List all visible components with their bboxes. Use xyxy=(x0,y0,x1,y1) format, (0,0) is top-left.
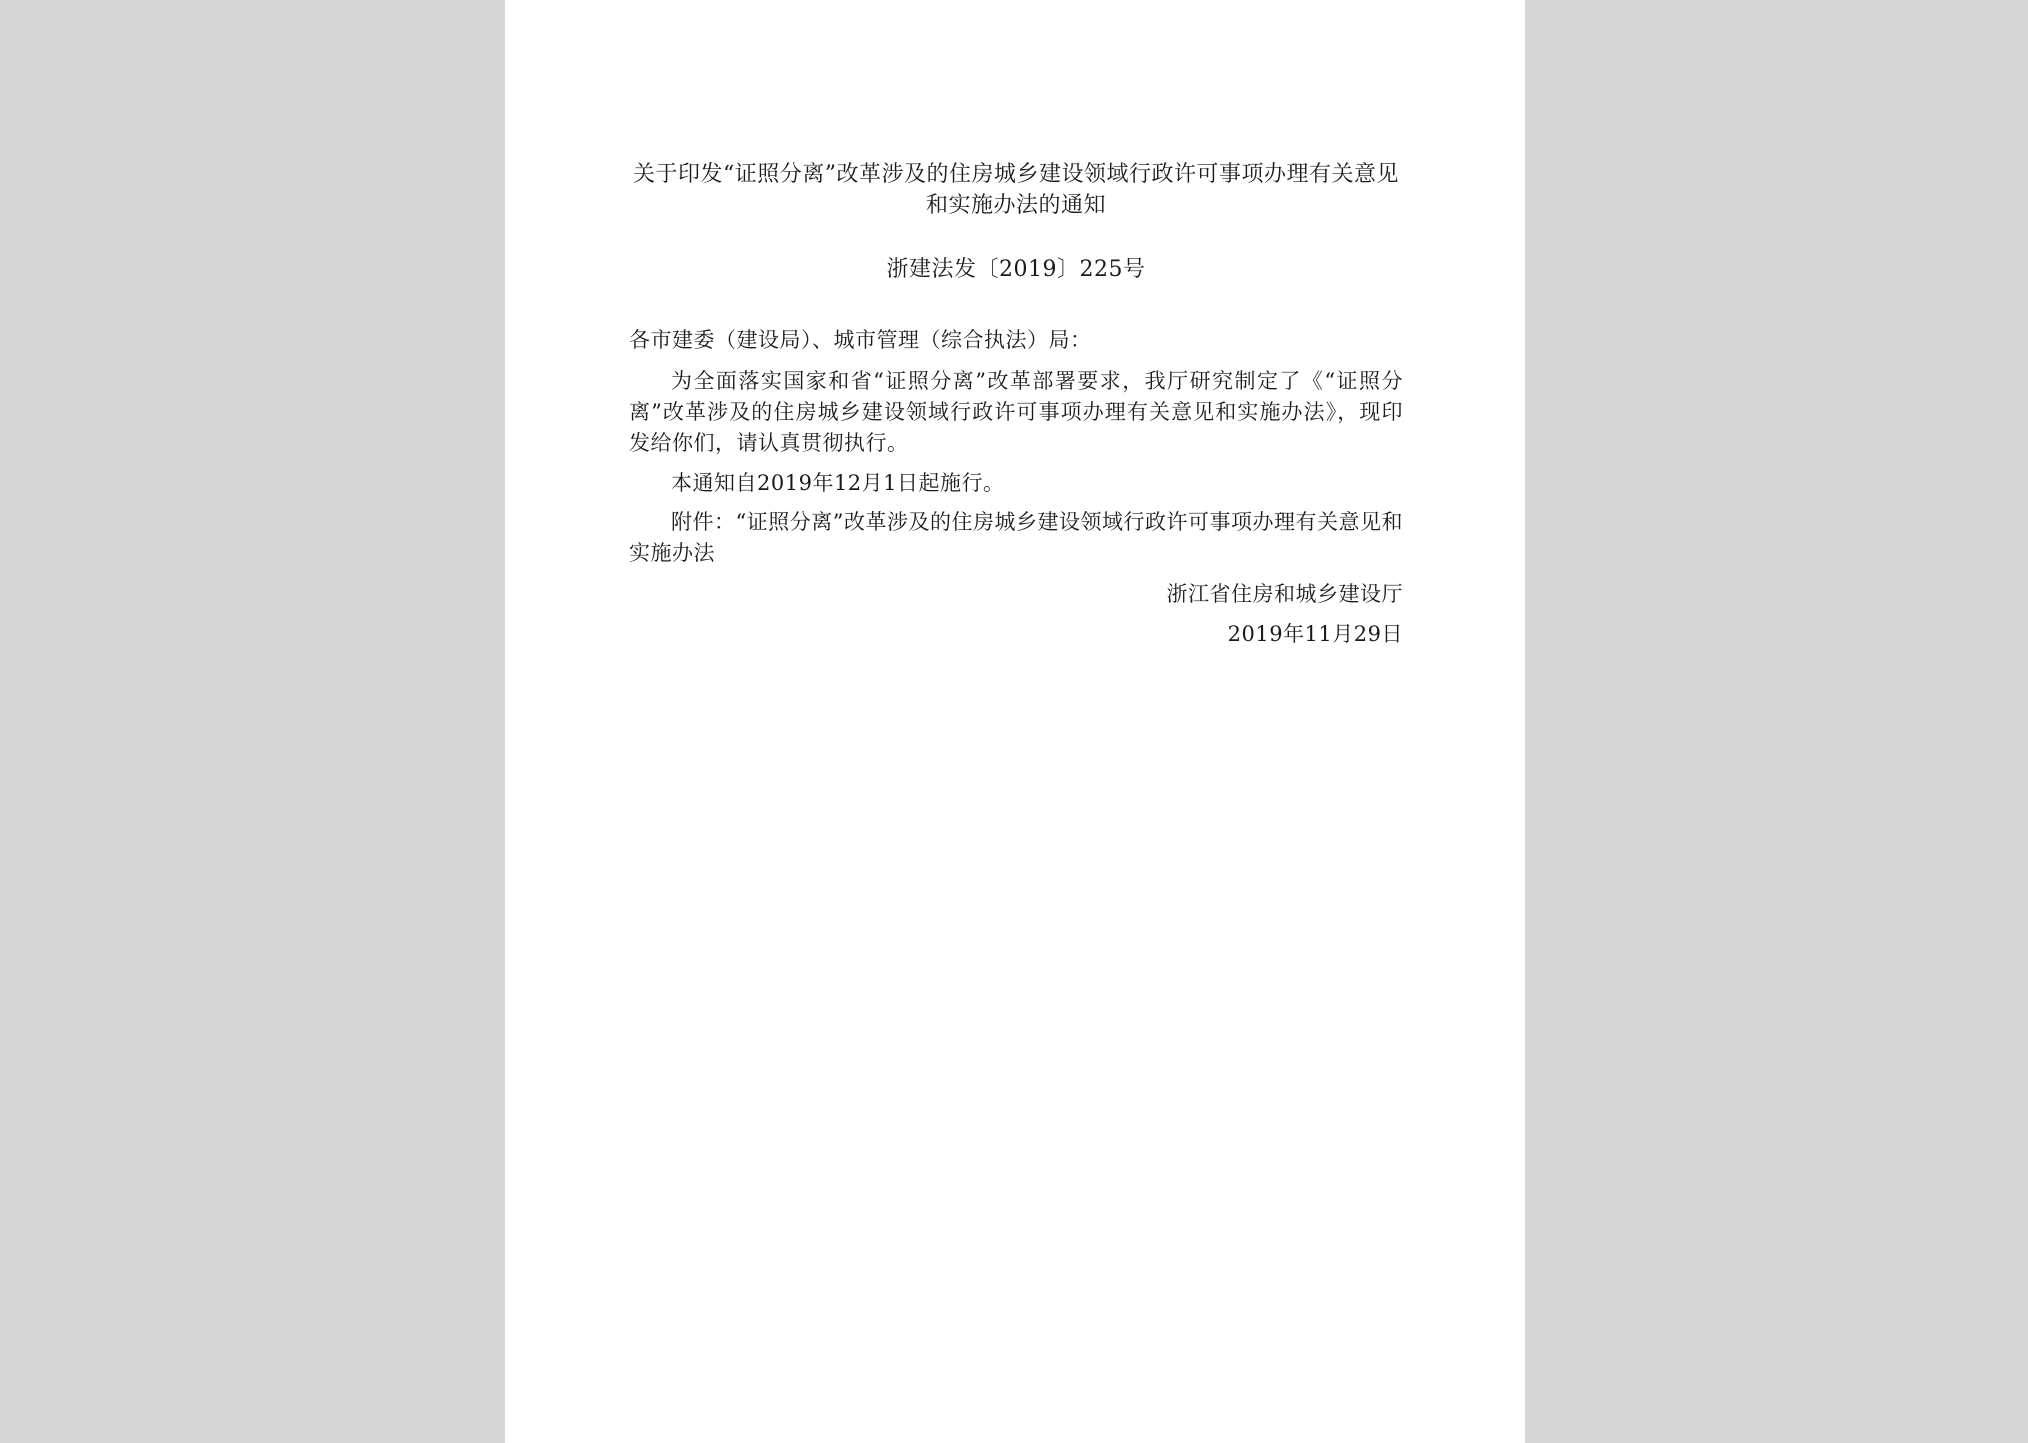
document-page xyxy=(505,0,1525,1443)
salutation: 各市建委（建设局）、城市管理（综合执法）局： xyxy=(629,328,1092,352)
document-title: 关于印发“证照分离”改革涉及的住房城乡建设领域行政许可事项办理有关意见和实施办法的通知 xyxy=(633,162,1399,218)
body-paragraph-main: 为全面落实国家和省“证照分离”改革部署要求，我厅研究制定了《“证照分离”改革涉及的住房城乡建设领域行政许可事项办理有关意见和实施办法》，现印发给你们，请认真贯彻执行。 xyxy=(629,369,1403,455)
issue-date: 2019年11月29日 xyxy=(1227,622,1403,646)
issuer-signature: 浙江省住房和城乡建设厅 xyxy=(1166,582,1403,606)
document-number: 浙建法发〔2019〕225号 xyxy=(886,257,1146,282)
attachment-note: 附件：“证照分离”改革涉及的住房城乡建设领域行政许可事项办理有关意见和实施办法 xyxy=(629,510,1403,565)
body-paragraph-effective-date: 本通知自2019年12月1日起施行。 xyxy=(671,471,1005,495)
